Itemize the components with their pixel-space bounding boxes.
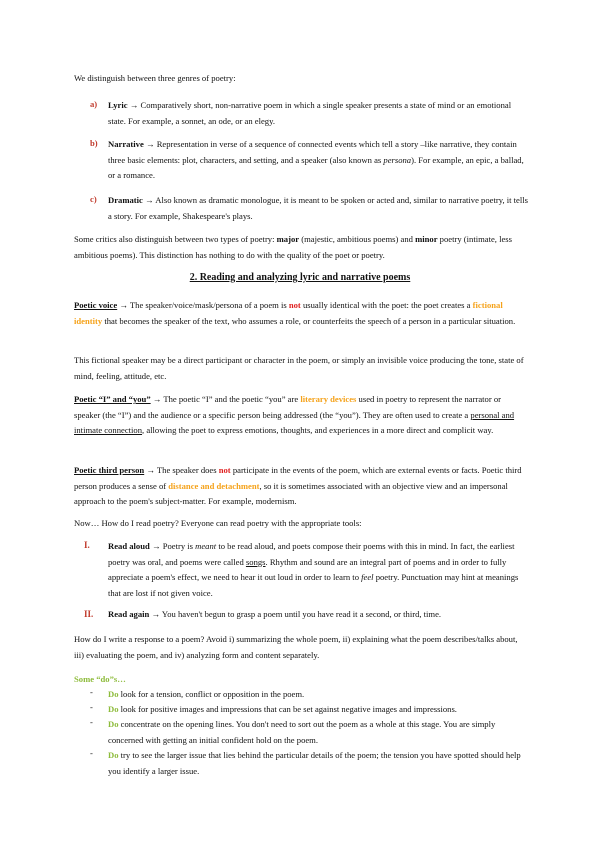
poetic-voice-text: → The speaker/voice/mask/persona of a poem is [117,300,289,310]
genre-lyric [108,98,528,129]
critics-text: poetry (intimate, less ambitious poems). This distinction has nothing to do with the quality of the poet or poetry. [74,234,512,260]
do-label: Do [108,750,119,760]
step-text: . Rhythm and sound are an integral part of poems and in order to fully appreciate a poem's effect, we need to hear it out loud in order to learn to [108,556,507,582]
third-person-term: Poetic third person [74,465,145,475]
list-dash: - [90,717,93,727]
third-person-text: participate in the events of the poem, which are external events or facts. Poetic third person produces a sense of [74,465,522,491]
genre-text: Comparatively short, non-narrative poem in which a single speaker presents a state of mind or an emotional state. For example, a sonnet, an ode, or an elegy. [108,100,512,126]
critics-text: Some critics also distinguish between two types of poetry: [74,234,277,244]
genre-text: Also known as dramatic monologue, it is meant to be spoken or acted and, similar to narrative poetry, it tells a story. For example, Shakespeare's plays. [108,195,528,221]
step-text: → Poetry is [149,541,196,551]
section-heading: 2. Reading and analyzing lyric and narrative poems [189,272,411,283]
do-text: concentrate on the opening lines. You don't need to sort out the poem as a whole at this stage. You are simply concerned with getting an initial confident hold on the poem. [108,719,496,745]
fictional-speaker-paragraph: This fictional speaker may be a direct participant or character in the poem, or simply an invisible voice producing the tone, state of mind, feeling, attitude, etc. [74,355,524,381]
read-again-step [108,607,528,623]
third-person-text: → The speaker does [144,465,219,475]
poetic-i-you-text: used in poetry to represent the narrator or speaker (the “I”) and the audience or a specific person being addressed (the “you”). They are often used to create a [74,394,502,420]
minor-term: minor [415,234,438,244]
genre-text-emphasis: persona [383,154,412,165]
arrow: → [129,100,139,110]
step-text: poetry. Punctuation may hint at meanings that are lost if not given voice. [108,572,519,598]
poetic-voice-text: that becomes the speaker of the text, who assumes a role, or counterfeits the speech of a person in a particular situation. [102,315,516,326]
third-person-text: , so it is sometimes associated with an objective view and an impersonal approach to the poem's subject-matter. For example, modernism. [74,480,508,506]
genre-text: ). For example, an epic, a ballad, or a romance. [108,154,524,180]
major-term: major [276,234,300,244]
critics-paragraph [74,232,526,263]
do-item [108,748,528,779]
not-highlight: not [288,300,301,310]
genre-marker: a) [90,99,98,109]
arrow: → [145,139,155,149]
literary-devices-highlight: literary devices [300,394,357,404]
arrow: → [145,195,154,205]
poetic-i-you-text: → The poetic “I” and the poetic “you” are [150,394,301,404]
do-item [108,717,528,748]
poetic-voice-term: Poetic voice [74,300,118,310]
poetic-voice-paragraph [74,298,526,329]
do-label: Do [108,719,119,729]
step-emphasis: meant [195,541,217,551]
genre-narrative [108,137,528,184]
critics-text: (majestic, ambitious poems) and [299,234,416,244]
do-item [108,702,528,718]
dos-heading: Some “do”s… [74,674,126,684]
step-text: to be read aloud, and poets compose their poems with this in mind. In fact, the earliest poetry was oral, and poems were called [108,541,515,567]
genre-term: Dramatic [108,195,143,205]
distance-detachment-highlight: distance and detachment [168,480,260,491]
do-text: look for positive images and impressions that can be set against negative images and impressions. [118,704,457,714]
intro-paragraph: We distinguish between three genres of poetry: [74,73,236,83]
songs-underlined: songs [245,556,266,567]
intimate-connection-underlined: personal and intimate connection [74,409,515,435]
read-aloud-step [108,539,528,601]
do-text: look for a tension, conflict or opposition in the poem. [118,689,305,699]
genre-marker: b) [90,138,98,148]
genre-term: Narrative [108,139,144,149]
third-person-paragraph [74,463,526,510]
do-text: try to see the larger issue that lies behind the particular details of the poem; the tension you have spotted should help you identify a larger issue. [108,750,521,776]
how-to-read-paragraph: Now… How do I read poetry? Everyone can read poetry with the appropriate tools: [74,518,362,528]
fictional-identity-highlight: fictional identity [74,300,503,326]
genre-dramatic [108,193,528,224]
genre-term: Lyric [108,100,128,110]
poetic-i-you-paragraph [74,392,526,439]
read-again-term: Read again [108,609,150,619]
do-label: Do [108,689,119,699]
step-marker: II. [84,609,94,619]
poetic-voice-text: usually identical with the poet: the poet creates a [300,300,473,310]
list-dash: - [90,748,93,758]
not-highlight: not [218,465,231,475]
poetic-i-you-text: , allowing the poet to express emotions, thoughts, and experiences in a more direct and complicit way. [142,425,494,435]
feel-emphasis: feel [361,572,374,582]
poetic-i-you-term: Poetic “I” and “you” [74,394,151,404]
genre-marker: c) [90,194,97,204]
do-item [108,687,528,703]
step-text: → You haven't begun to grasp a poem until you have read it a second, or third, time. [149,609,442,619]
do-label: Do [108,704,119,714]
list-dash: - [90,687,93,697]
how-to-write-paragraph: How do I write a response to a poem? Avoid i) summarizing the whole poem, ii) explaining what the poem describes/talks about, iii) evaluating the poem, and iv) analyzing form and content separately. [74,634,518,660]
step-marker: I. [84,540,90,550]
list-dash: - [90,702,93,712]
genre-text: Representation in verse of a sequence of connected events which tell a story –like narrative, they contain three basic elements: plot, characters, and setting, and a speaker (also known as [108,139,517,165]
read-aloud-term: Read aloud [108,541,150,551]
